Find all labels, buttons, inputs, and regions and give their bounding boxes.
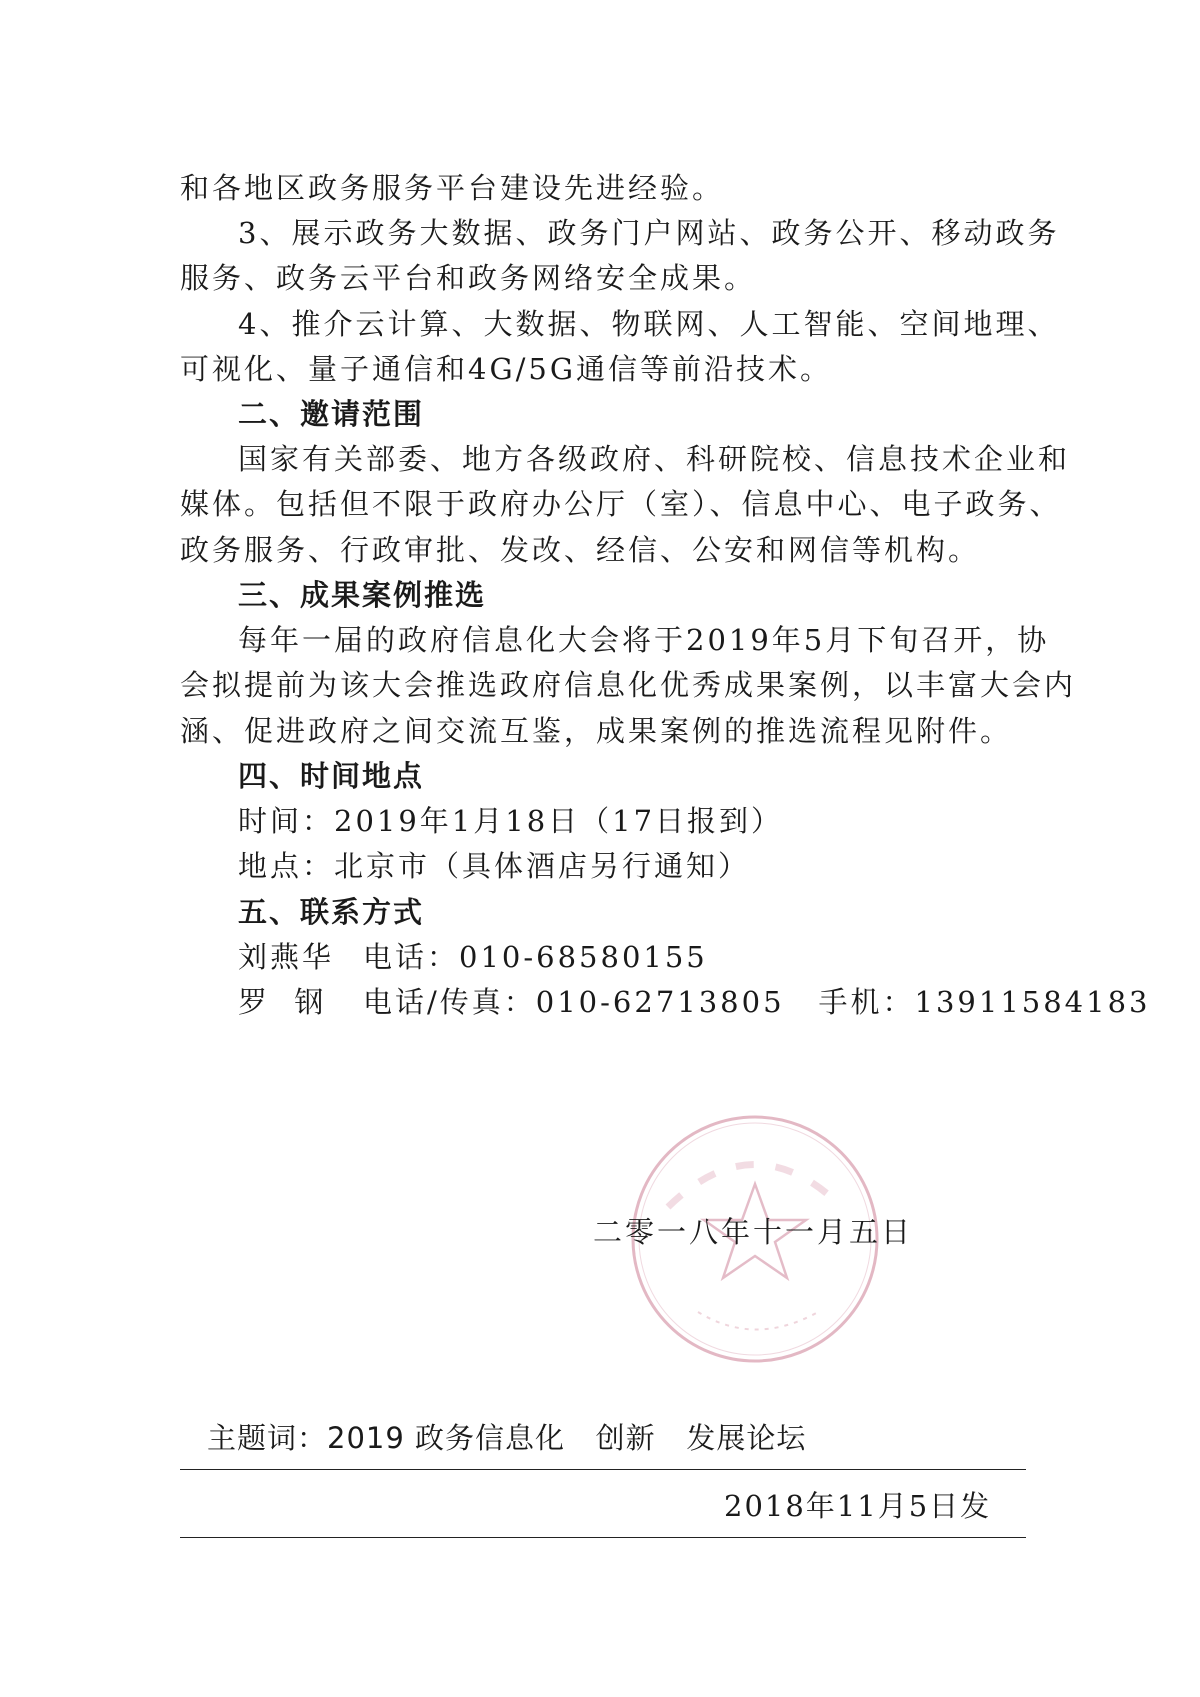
section3-line-2: 会拟提前为该大会推选政府信息化优秀成果案例，以丰富大会内 [180, 668, 1077, 702]
body-line-2: 3、展示政务大数据、政务门户网站、政务公开、移动政务 [238, 216, 1060, 250]
contact-name: 罗 钢 [238, 985, 327, 1019]
contact-name: 刘燕华 [238, 940, 335, 974]
contact-phone-fax: 电话/传真：010-62713805 [363, 985, 785, 1019]
event-place: 地点：北京市（具体酒店另行通知） [238, 849, 751, 883]
section-heading-invitation-scope: 二、邀请范围 [238, 397, 425, 431]
section2-line-1: 国家有关部委、地方各级政府、科研院校、信息技术企业和 [238, 442, 1071, 476]
section2-line-3: 政务服务、行政审批、发改、经信、公安和网信等机构。 [180, 533, 981, 567]
body-line-5: 可视化、量子通信和4G/5G通信等前沿技术。 [180, 352, 833, 386]
section-heading-time-place: 四、时间地点 [238, 759, 425, 793]
contact-mobile: 手机：13911584183 [818, 985, 1151, 1019]
subject-keywords: 主题词：2019 政务信息化 创新 发展论坛 [207, 1421, 807, 1455]
section3-line-3: 涵、促进政府之间交流互鉴，成果案例的推选流程见附件。 [180, 714, 1013, 748]
body-line-1: 和各地区政务服务平台建设先进经验。 [180, 171, 725, 205]
section-heading-contacts: 五、联系方式 [238, 895, 425, 929]
issue-date: 2018年11月5日发 [724, 1489, 992, 1523]
section2-line-2: 媒体。包括但不限于政府办公厅（室）、信息中心、电子政务、 [180, 487, 1062, 521]
divider-bottom [180, 1537, 1026, 1538]
event-time: 时间：2019年1月18日（17日报到） [238, 804, 784, 838]
signature-date: 二零一八年十一月五日 [593, 1215, 914, 1249]
contact-row-2 [238, 982, 1151, 1022]
contact-row-1 [238, 937, 1038, 977]
section-heading-case-selection: 三、成果案例推选 [238, 578, 487, 612]
contact-phone: 电话：010-68580155 [363, 940, 708, 974]
divider-top [180, 1469, 1026, 1470]
body-line-3: 服务、政务云平台和政务网络安全成果。 [180, 261, 757, 295]
section3-line-1: 每年一届的政府信息化大会将于2019年5月下旬召开，协 [238, 623, 1050, 657]
body-line-4: 4、推介云计算、大数据、物联网、人工智能、空间地理、 [238, 307, 1060, 341]
